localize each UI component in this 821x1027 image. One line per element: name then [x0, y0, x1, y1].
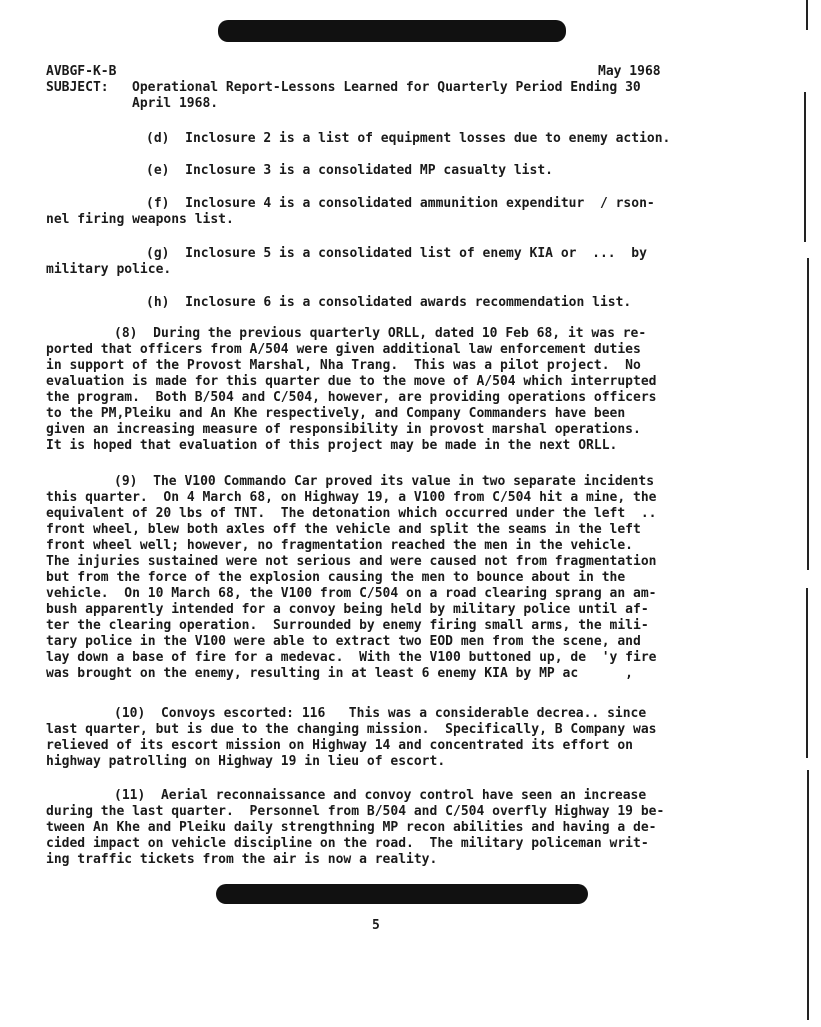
para11-line: (11) Aerial reconnaissance and convoy control have seen an increase: [114, 788, 647, 803]
para11-line: cided impact on vehicle discipline on the road. The military policeman writ-: [46, 836, 649, 851]
para9-line: vehicle. On 10 March 68, the V100 from C/504 on a road clearing sprang an am-: [46, 586, 657, 601]
redacted-classification-top: [218, 20, 566, 42]
para9-line: ter the clearing operation. Surrounded by enemy firing small arms, the mili-: [46, 618, 649, 633]
para8-line: the program. Both B/504 and C/504, however, are providing operations officers: [46, 390, 657, 405]
document-code: AVBGF-K-B: [46, 64, 117, 79]
para8-line: It is hoped that evaluation of this project may be made in the next ORLL.: [46, 438, 618, 453]
para11-line: tween An Khe and Pleiku daily strengthning MP recon abilities and having a de-: [46, 820, 657, 835]
para11-line: during the last quarter. Personnel from B/504 and C/504 overfly Highway 19 be-: [46, 804, 665, 819]
para10-line: relieved of its escort mission on Highway 14 and concentrated its effort on: [46, 738, 633, 753]
para9-line: equivalent of 20 lbs of TNT. The detonation which occurred under the left ..: [46, 506, 657, 521]
para10-line: last quarter, but is due to the changing mission. Specifically, B Company was: [46, 722, 657, 737]
para11-line: ing traffic tickets from the air is now a reality.: [46, 852, 438, 867]
para8-line: ported that officers from A/504 were given additional law enforcement duties: [46, 342, 641, 357]
para8-line: evaluation is made for this quarter due to the move of A/504 which interrupted: [46, 374, 657, 389]
page-number: 5: [372, 918, 380, 933]
para9-line: front wheel well; however, no fragmentation reached the men in the vehicle.: [46, 538, 633, 553]
para8-line: (8) During the previous quarterly ORLL, dated 10 Feb 68, it was re-: [114, 326, 647, 341]
para8-line: given an increasing measure of responsibility in provost marshal operations.: [46, 422, 641, 437]
para9-line: but from the force of the explosion causing the men to bounce about in the: [46, 570, 626, 585]
para9-line: (9) The V100 Commando Car proved its value in two separate incidents: [114, 474, 655, 489]
para8-line: in support of the Provost Marshal, Nha Trang. This was a pilot project. No: [46, 358, 641, 373]
document-date: May 1968: [598, 64, 661, 79]
item-e: (e) Inclosure 3 is a consolidated MP casualty list.: [146, 163, 553, 178]
redacted-classification-bottom: [216, 884, 588, 904]
item-h: (h) Inclosure 6 is a consolidated awards recommendation list.: [146, 295, 632, 310]
item-f-line-2: nel firing weapons list.: [46, 212, 234, 227]
item-f-line-1: (f) Inclosure 4 is a consolidated ammunition expenditur / rson-: [146, 196, 655, 211]
page-edge-scan-marks: [780, 0, 821, 1027]
subject-line-2: April 1968.: [132, 96, 219, 111]
para9-line: tary police in the V100 were able to extract two EOD men from the scene, and: [46, 634, 641, 649]
item-g-line-1: (g) Inclosure 5 is a consolidated list of enemy KIA or ... by: [146, 246, 647, 261]
item-d: (d) Inclosure 2 is a list of equipment losses due to enemy action.: [146, 131, 671, 146]
para10-line: (10) Convoys escorted: 116 This was a considerable decrea.. since: [114, 706, 647, 721]
para9-line: lay down a base of fire for a medevac. With the V100 buttoned up, de 'y fire: [46, 650, 657, 665]
subject-label: SUBJECT:: [46, 80, 109, 95]
para9-line: front wheel, blew both axles off the vehicle and split the seams in the left: [46, 522, 641, 537]
para9-line: this quarter. On 4 March 68, on Highway 19, a V100 from C/504 hit a mine, the: [46, 490, 657, 505]
subject-line-1: Operational Report-Lessons Learned for Quarterly Period Ending 30: [132, 80, 641, 95]
para9-line: was brought on the enemy, resulting in at least 6 enemy KIA by MP ac ,: [46, 666, 633, 681]
para8-line: to the PM,Pleiku and An Khe respectively, and Company Commanders have been: [46, 406, 626, 421]
item-g-line-2: military police.: [46, 262, 172, 277]
para9-line: The injuries sustained were not serious and were caused not from fragmentation: [46, 554, 657, 569]
para9-line: bush apparently intended for a convoy being held by military police until af-: [46, 602, 649, 617]
para10-line: highway patrolling on Highway 19 in lieu of escort.: [46, 754, 446, 769]
